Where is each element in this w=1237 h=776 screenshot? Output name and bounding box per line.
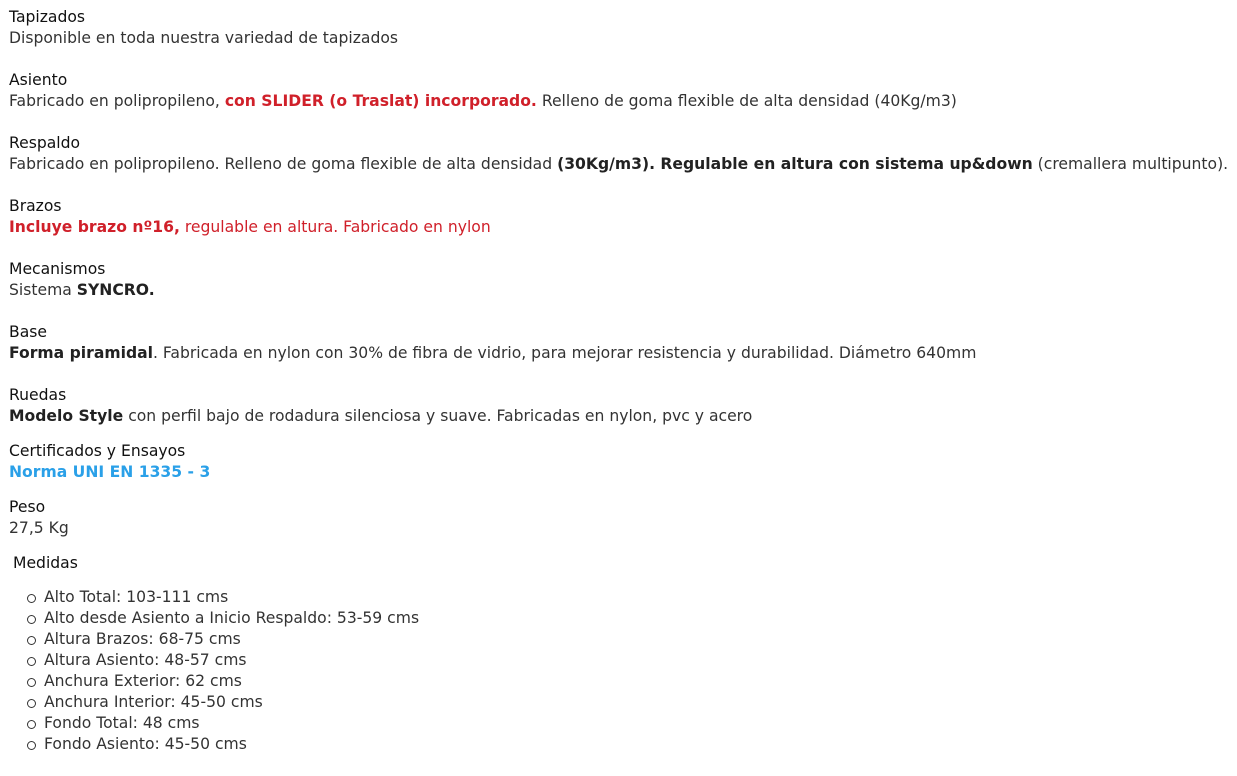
respaldo-text — [9, 154, 1235, 175]
asiento-text-a: Fabricado en polipropileno, — [9, 92, 225, 110]
section-mecanismos — [9, 259, 1235, 301]
brazos-detail: regulable en altura. Fabricado en nylon — [179, 218, 491, 236]
brazos-text — [9, 217, 1235, 238]
product-spec-sheet — [9, 7, 1235, 755]
mecanismos-text-a: Sistema — [9, 281, 77, 299]
section-certificados — [9, 441, 1235, 483]
section-medidas — [9, 553, 1235, 755]
circle-bullet-icon — [27, 720, 36, 729]
circle-bullet-icon — [27, 594, 36, 603]
medidas-list — [9, 587, 1235, 755]
mecanismos-text — [9, 280, 1235, 301]
section-base — [9, 322, 1235, 364]
medida-text: Altura Brazos: 68-75 cms — [44, 630, 241, 648]
base-detail: . Fabricada en nylon con 30% de fibra de vidrio, para mejorar resistencia y durabilidad. Diámetro 640mm — [152, 344, 977, 362]
certificados-body — [9, 462, 1235, 483]
ruedas-bold: Modelo Style — [9, 407, 124, 425]
list-item — [27, 650, 1235, 671]
tapizados-heading: Tapizados — [9, 8, 86, 26]
list-item — [27, 692, 1235, 713]
medida-text: Altura Asiento: 48-57 cms — [44, 651, 247, 669]
asiento-text-b: Relleno de goma flexible de alta densidad (40Kg/m3) — [536, 92, 957, 110]
section-peso — [9, 497, 1235, 539]
section-brazos — [9, 196, 1235, 238]
list-item — [27, 671, 1235, 692]
respaldo-text-b: (cremallera multipunto). — [1032, 155, 1229, 173]
circle-bullet-icon — [27, 615, 36, 624]
base-bold: Forma piramidal — [9, 344, 153, 362]
peso-heading: Peso — [9, 498, 46, 516]
asiento-heading: Asiento — [9, 71, 68, 89]
certificados-heading: Certificados y Ensayos — [9, 442, 186, 460]
medida-text: Alto Total: 103-111 cms — [44, 588, 229, 606]
mecanismos-bold: SYNCRO. — [76, 281, 155, 299]
medidas-heading: Medidas — [13, 554, 78, 572]
asiento-slider-highlight: con SLIDER (o Traslat) incorporado. — [224, 92, 537, 110]
respaldo-heading: Respaldo — [9, 134, 81, 152]
base-text — [9, 343, 1235, 364]
medida-text: Anchura Exterior: 62 cms — [44, 672, 242, 690]
respaldo-text-a: Fabricado en polipropileno. Relleno de goma flexible de alta densidad — [9, 155, 558, 173]
tapizados-text: Disponible en toda nuestra variedad de tapizados — [9, 29, 399, 47]
base-heading: Base — [9, 323, 47, 341]
brazos-heading: Brazos — [9, 197, 62, 215]
peso-value: 27,5 Kg — [9, 519, 69, 537]
list-item — [27, 734, 1235, 755]
ruedas-detail: con perfil bajo de rodadura silenciosa y suave. Fabricadas en nylon, pvc y acero — [123, 407, 753, 425]
list-item — [27, 629, 1235, 650]
circle-bullet-icon — [27, 636, 36, 645]
list-item — [27, 587, 1235, 608]
norma-link[interactable]: Norma UNI EN 1335 - 3 — [9, 463, 211, 481]
section-tapizados — [9, 7, 1235, 49]
section-respaldo — [9, 133, 1235, 175]
medida-text: Alto desde Asiento a Inicio Respaldo: 53-59 cms — [44, 609, 420, 627]
medida-text: Fondo Total: 48 cms — [44, 714, 200, 732]
circle-bullet-icon — [27, 678, 36, 687]
respaldo-bold: (30Kg/m3). Regulable en altura con sistema up&down — [557, 155, 1033, 173]
mecanismos-heading: Mecanismos — [9, 260, 106, 278]
asiento-text — [9, 91, 1235, 112]
circle-bullet-icon — [27, 741, 36, 750]
circle-bullet-icon — [27, 657, 36, 666]
section-asiento — [9, 70, 1235, 112]
ruedas-text — [9, 406, 1235, 427]
ruedas-heading: Ruedas — [9, 386, 67, 404]
brazos-highlight: Incluye brazo nº16, — [9, 218, 180, 236]
medida-text: Anchura Interior: 45-50 cms — [44, 693, 263, 711]
medida-text: Fondo Asiento: 45-50 cms — [44, 735, 247, 753]
list-item — [27, 608, 1235, 629]
list-item — [27, 713, 1235, 734]
section-ruedas — [9, 385, 1235, 427]
circle-bullet-icon — [27, 699, 36, 708]
